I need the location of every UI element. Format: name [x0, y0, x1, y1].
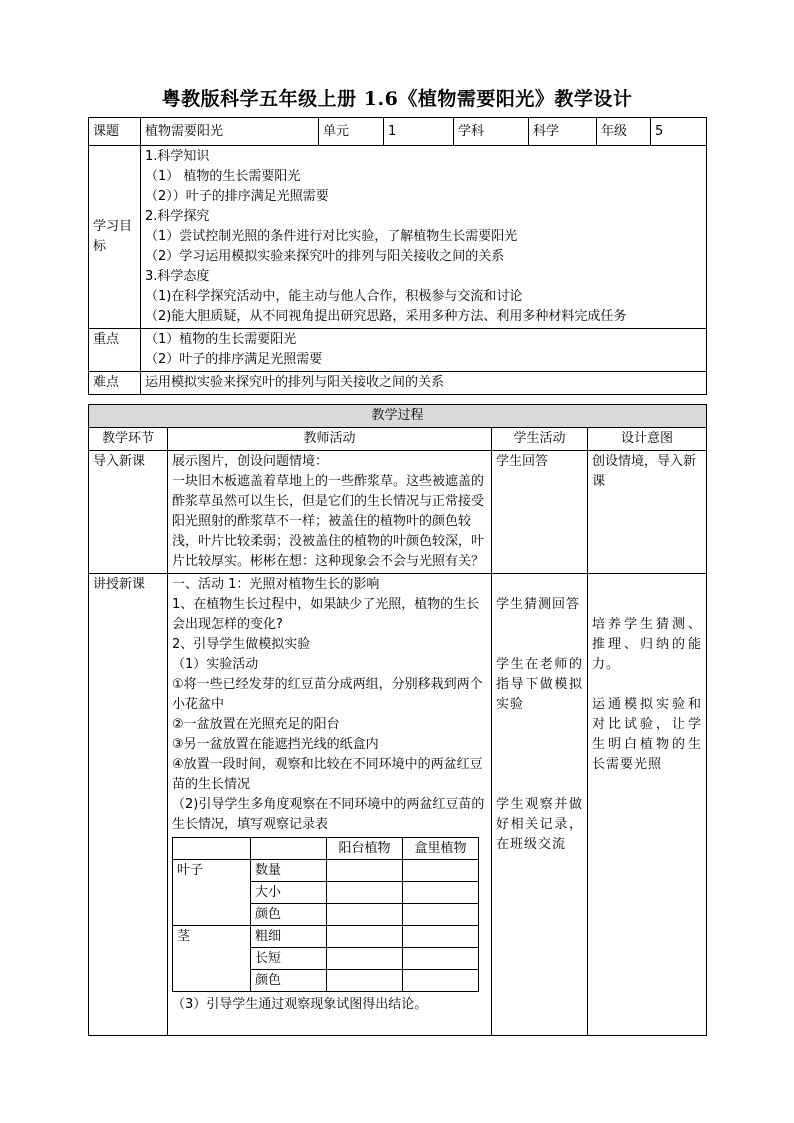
goal-line: （1）尝试控制光照的条件进行对比实验，了解植物生长需要阳光 — [145, 229, 518, 244]
goals-content — [141, 146, 707, 329]
teach-line: ④放置一段时间，观察和比较在不同环境中的两盆红豆苗的生长情况 — [172, 757, 483, 792]
record-cell[interactable] — [403, 948, 479, 970]
unit-value: 1 — [384, 118, 454, 146]
teach-design — [588, 574, 707, 1036]
goal-line: （1)在科学探究活动中，能主动与他人合作，积极参与交流和讨论 — [145, 289, 523, 304]
teach-student-line: 学生观察并做好相关记录，在班级交流 — [496, 797, 583, 852]
record-corner — [173, 838, 251, 860]
record-cell[interactable] — [403, 926, 479, 948]
record-row-label: 长短 — [251, 948, 327, 970]
teach-line: ③另一盆放置在能遮挡光线的纸盒内 — [172, 737, 379, 752]
record-row-label: 颜色 — [251, 904, 327, 926]
record-col-sun: 阳台植物 — [327, 838, 403, 860]
page-title: 粤教版科学五年级上册 1.6《植物需要阳光》教学设计 — [161, 88, 633, 110]
key-label: 重点 — [89, 329, 141, 372]
difficulty-content: 运用模拟实验来探究叶的排列与阳关接收之间的关系 — [141, 372, 707, 395]
unit-label: 单元 — [319, 118, 384, 146]
teach-line: ①将一些已经发芽的红豆苗分成两组，分别移栽到两个小花盆中 — [172, 677, 483, 712]
record-cell[interactable] — [403, 860, 479, 882]
col-teacher: 教师活动 — [168, 428, 492, 451]
grade-value: 5 — [651, 118, 707, 146]
goal-line: （2））叶子的排序满足光照需要 — [145, 189, 329, 204]
col-student: 学生活动 — [492, 428, 588, 451]
record-cell[interactable] — [327, 948, 403, 970]
teach-student — [492, 574, 588, 1036]
col-design: 设计意图 — [588, 428, 707, 451]
subject-value: 科学 — [529, 118, 597, 146]
key-content — [141, 329, 707, 372]
teach-line: 1、在植物生长过程中，如果缺少了光照，植物的生长会出现怎样的变化? — [172, 597, 480, 632]
intro-student: 学生回答 — [492, 451, 588, 574]
key-line: （2）叶子的排序满足光照需要 — [145, 352, 323, 367]
record-stem: 茎 — [173, 926, 251, 992]
intro-teacher — [168, 451, 492, 574]
difficulty-label: 难点 — [89, 372, 141, 395]
record-cell[interactable] — [403, 904, 479, 926]
record-cell[interactable] — [327, 860, 403, 882]
teach-design-line: 运通模拟实验和对比试验，让学生明白植物的生长需要光照 — [592, 697, 703, 772]
subject-label: 学科 — [454, 118, 529, 146]
record-row-label: 数量 — [251, 860, 327, 882]
goal-line: （1） 植物的生长需要阳光 — [145, 169, 301, 184]
record-cell[interactable] — [403, 882, 479, 904]
intro-teacher-line: 一块旧木板遮盖着草地上的一些酢浆草。这些被遮盖的酢浆草虽然可以生长，但是它们的生长情况与正常接受阳光照射的酢浆草不一样；被盖住的植物叶的颜色较浅，叶片比较柔弱；没被盖住的植物的叶颜色较深，叶片比较厚实。彬彬在想：这种现象会不会与光照有关？ — [172, 474, 485, 569]
record-row-label: 粗细 — [251, 926, 327, 948]
teach-line: 2、引导学生做模拟实验 — [172, 637, 311, 652]
goals-label: 学习目标 — [89, 146, 141, 329]
teach-line: （3）引导学生通过观察现象试图得出结论。 — [172, 997, 428, 1012]
record-row-label: 颜色 — [251, 970, 327, 992]
record-leaf: 叶子 — [173, 860, 251, 926]
teach-line: 一、活动 1：光照对植物生长的影响 — [172, 577, 380, 592]
record-cell[interactable] — [327, 904, 403, 926]
col-stage: 教学环节 — [89, 428, 168, 451]
teach-line: （1）实验活动 — [172, 657, 259, 672]
goal-line: （2）学习运用模拟实验来探究叶的排列与阳关接收之间的关系 — [145, 249, 505, 264]
intro-design: 创设情境，导入新课 — [588, 451, 707, 574]
record-row-label: 大小 — [251, 882, 327, 904]
goal-line: 2.科学探究 — [145, 209, 210, 224]
goal-line: （2)能大胆质疑，从不同视角提出研究思路，采用多种方法、利用多种材料完成任务 — [145, 309, 627, 324]
teach-stage: 讲授新课 — [89, 574, 168, 1036]
record-col-box: 盒里植物 — [403, 838, 479, 860]
teach-teacher — [168, 574, 492, 1036]
record-cell[interactable] — [327, 926, 403, 948]
teach-student-line: 学生在老师的指导下做模拟实验 — [496, 657, 583, 712]
key-line: （1）植物的生长需要阳光 — [145, 332, 297, 347]
grade-label: 年级 — [597, 118, 651, 146]
teach-student-line: 学生猜测回答 — [496, 597, 581, 612]
intro-stage: 导入新课 — [89, 451, 168, 574]
goal-line: 3.科学态度 — [145, 269, 210, 284]
lesson-value: 植物需要阳光 — [141, 118, 319, 146]
record-cell[interactable] — [403, 970, 479, 992]
observation-record-table — [172, 837, 479, 992]
record-cell[interactable] — [327, 882, 403, 904]
record-blank — [251, 838, 327, 860]
teach-line: ②一盆放置在光照充足的阳台 — [172, 717, 340, 732]
lesson-label: 课题 — [89, 118, 141, 146]
teach-line: （2)引导学生多角度观察在不同环境中的两盆红豆苗的生长情况，填写观察记录表 — [172, 797, 485, 832]
process-table — [88, 404, 707, 1036]
record-cell[interactable] — [327, 970, 403, 992]
teach-design-line: 培养学生猜测、推理、归纳的能力。 — [592, 617, 703, 672]
goal-line: 1.科学知识 — [145, 149, 210, 164]
process-header: 教学过程 — [89, 405, 707, 428]
intro-teacher-line: 展示图片，创设问题情境： — [172, 454, 329, 469]
lesson-info-table — [88, 117, 707, 395]
